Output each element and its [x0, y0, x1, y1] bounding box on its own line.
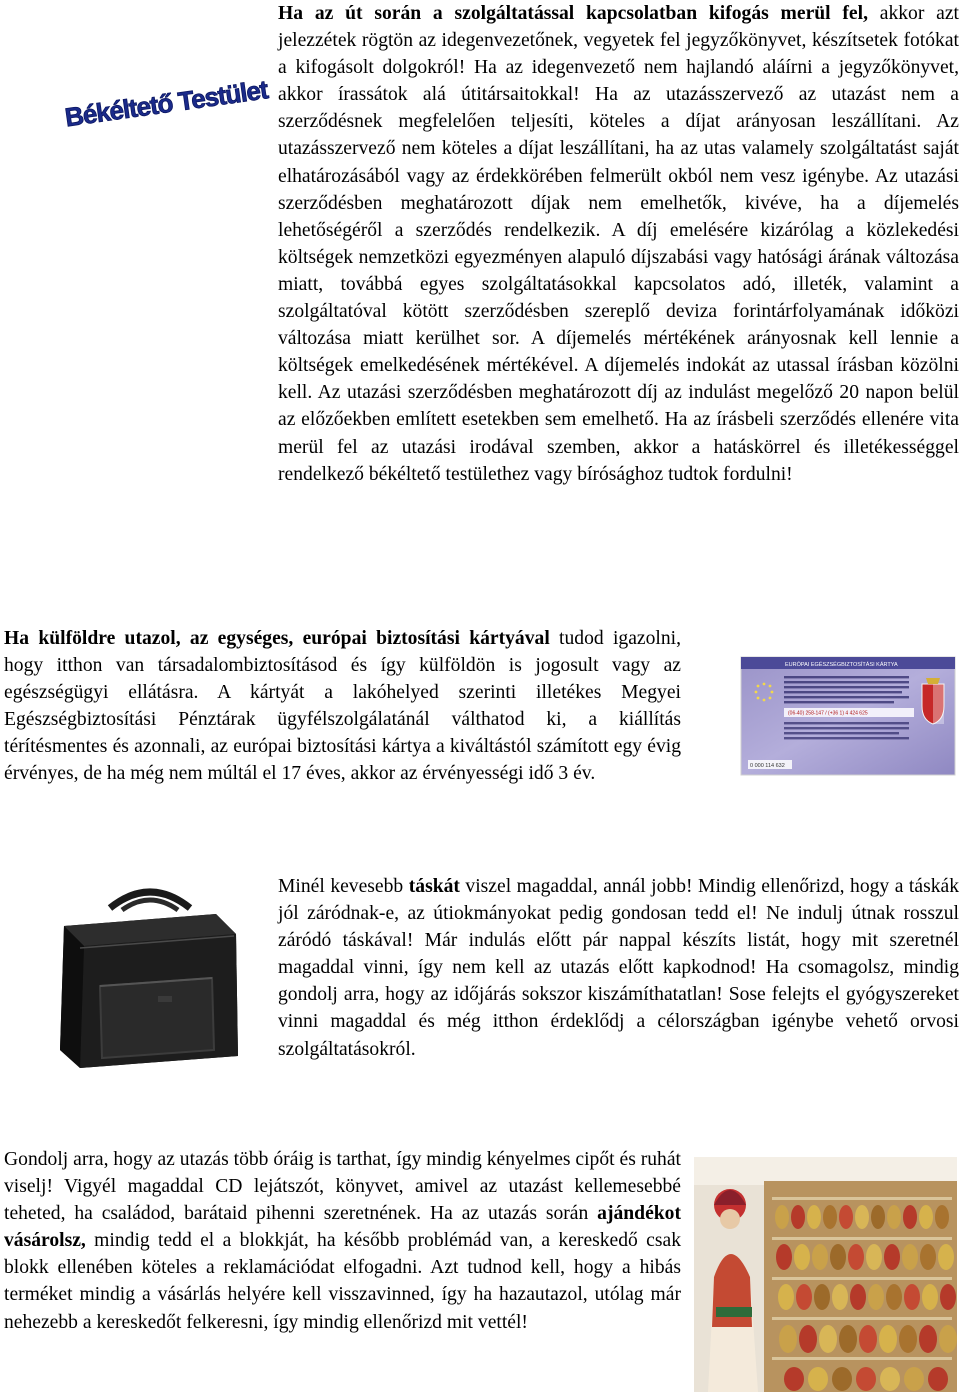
souvenir-shop-image [694, 1157, 957, 1392]
insurance-card-text: tudod igazolni, hogy itthon van társadalombiztosításod és így külföldön is jogosult vagy az egészségügyi ellátásra. A kártyát a lakóhelyed szerinti illetékes Megyei Egészségbiztosítási Pénztárak ügyfélszolgálatánál válthatod ki, a kiállítás térítésmentes és azonnali, az európai biztosítási kártya a kiváltástól számított egy évig érvényes, de ha még nem múltál el 17 éves, akkor az érvényességi idő 3 év. [4, 628, 681, 785]
comfort-paragraph [4, 1146, 681, 1336]
insurance-card-paragraph [4, 625, 681, 788]
health-insurance-card-image [740, 656, 956, 776]
luggage-paragraph [278, 873, 959, 1063]
bekelteto-testulet-logo [58, 70, 270, 140]
luggage-keyword: táskát [408, 876, 460, 897]
card-number: 0 000 114 632 [750, 763, 785, 769]
luggage-text: viszel magaddal, annál jobb! Mindig ellenőrizd, hogy a táskák jól záródnak-e, az útiokmányokat pedig gondosan tedd el! Ne indulj útnak rosszul záródó táskával! Már indulás előtt pár nappal készíts listát, hogy mit szeretnél magaddal vinni, így nem kell az utazás előtt kapkodnod! Ha csomagolsz, mindig gondolj arra, hogy az időjárás sokszor kiszámíthatatlan! Sose felejts el gyógyszereket vinni magaddal és még itthon érdeklődj a célországban igénybe vehető orvosi szolgáltatásokról. [278, 876, 959, 1060]
complaint-text: akkor azt jelezzétek rögtön az idegenvezetőnek, vegyetek fel jegyzőkönyvet, készítsetek fotókat a kifogásolt dolgokról! Ha az idegenvezető nem hajlandó aláírni a jegyzőkönyvet, akkor írassátok alá útitársaitokkal! Ha az utazásszervező az utazást nem a szerződésnek megfelelően teljesíti, köteles a díjat arányosan leszállítani. Az utazásszervező nem köteles a díjat leszállítani, ha az utas valamely szolgáltatást saját elhatározásából vagy az érdekkörében felmerült okból nem vesz igénybe. Az utazási szerződésben meghatározott díjak nem emelhetők, kivéve, ha a díjemelés lehetőségéről a szerződés rendelkezik. A díj emelésére kizárólag a közlekedési költségek nemzetközi egyezményen alapuló díjszabási vagy hatósági árának változása miatt, továbbá egyes szolgáltatásokkal kapcsolatos adó, illeték, valamint a szolgáltatóval kötött szerződésben szereplő deviza forintárfolyamának időközi változása miatt kerülhet sor. A díjemelés mértékének arányosnak kell lennie a költségek emelkedésének mértékével. A díjemelés indokát az utassal írásban közölni kell. Az utazási szerződésben meghatározott díj az indulást megelőző 20 napon belül az előzőekben említett esetekben sem emelhető. Ha az írásbeli szerződés ellenére vita merül fel az utazási irodával szemben, akkor a hatáskörrel és illetékességgel rendelkező békéltető testülethez vagy bírósághoz tudtok fordulni! [278, 3, 959, 485]
card-title: EURÓPAI EGÉSZSÉGBIZTOSÍTÁSI KÁRTYA [785, 662, 898, 668]
complaint-heading: Ha az út során a szolgáltatással kapcsolatban kifogás merül fel, [278, 3, 868, 24]
comfort-keyword: ajándékot vásárolsz, [4, 1203, 681, 1252]
luggage-text-start: Minél kevesebb [278, 876, 409, 897]
travel-bag-image [40, 868, 252, 1074]
comfort-text: mindig tedd el a blokkját, ha később problémád van, a kereskedő csak blokk ellenében köteles a reklamációdat elfogadni. Azt tudnod kell, hogy a hibás terméket mindig a vásárlás helyére kell visszavinned, így ha hazautazol, utólag már nehezebb a kereskedőt felkeresni, így mindig ellenőrizd mit vettél! [4, 1230, 681, 1333]
insurance-card-heading: Ha külföldre utazol, az egységes, európai biztosítási kártyával [4, 628, 550, 649]
logo-text: Békéltető Testület [63, 74, 270, 133]
card-phone: (06-40) 258-147 / (+36 1) 4 424 625 [788, 710, 868, 717]
comfort-text-start: Gondolj arra, hogy az utazás több óráig is tarthat, így mindig kényelmes cipőt és ruhát viselj! Vigyél magaddal CD lejátszót, könyvet, amivel az utazást kellemesebbé teheted, ha családod, barátaid pihenni szeretnének. Ha az utazás során [4, 1149, 681, 1225]
complaint-paragraph [278, 0, 959, 488]
